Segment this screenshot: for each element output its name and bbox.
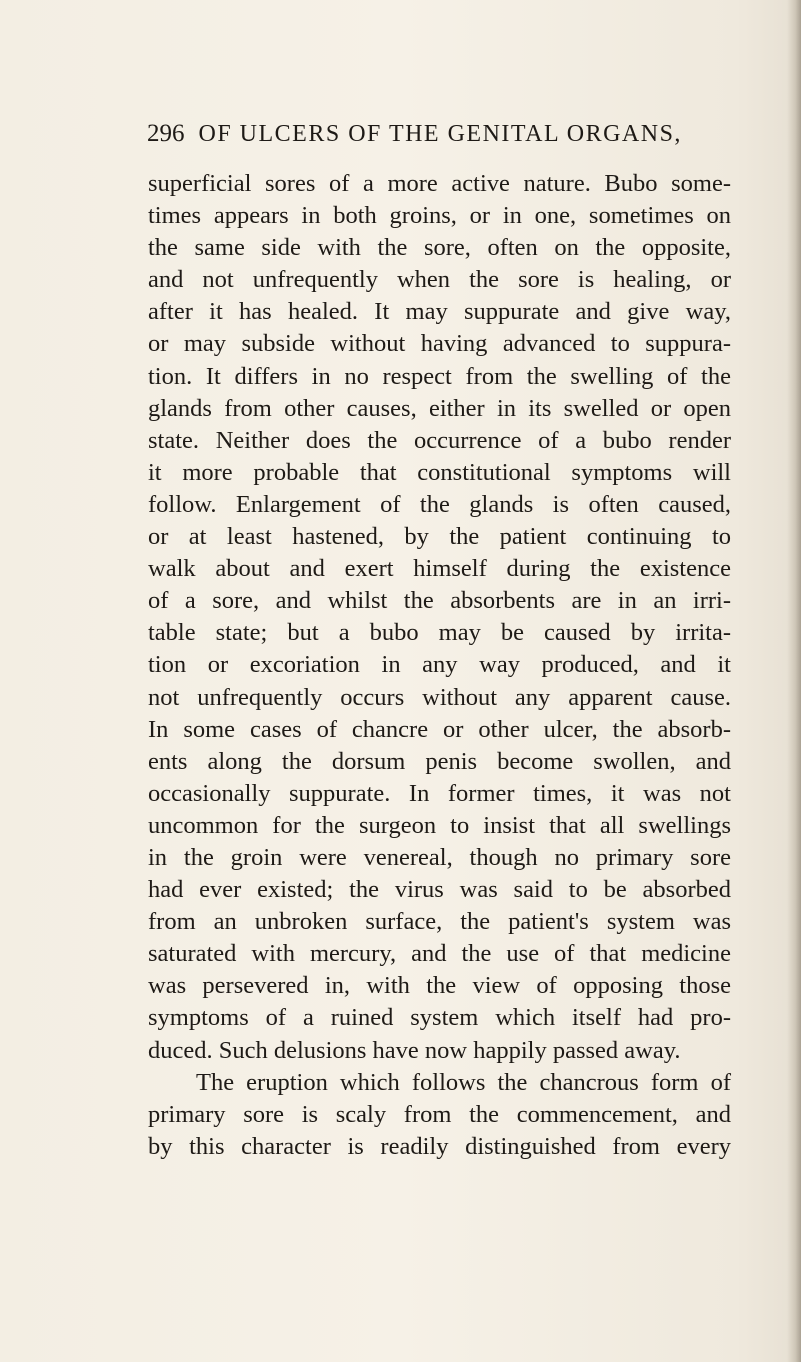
text-line: times appears in both groins, or in one, sometimes on [148,202,731,230]
text-line: ents along the dorsum penis become swollen, and [148,747,731,775]
text-line: The eruption which follows the chancrous form of [196,1068,731,1096]
text-line: from an unbroken surface, the patient's system was [148,908,731,936]
text-line: or may subside without having advanced to suppura- [148,330,731,358]
text-line: tion or excoriation in any way produced, and it [148,651,731,679]
text-line: in the groin were venereal, though no primary sore [148,843,731,871]
text-line: saturated with mercury, and the use of that medicine [148,940,731,968]
text-line: state. Neither does the occurrence of a bubo render [148,426,731,454]
text-line: of a sore, and whilst the absorbents are in an irri- [148,587,731,615]
running-title: OF ULCERS OF THE GENITAL ORGANS, [198,121,682,147]
text-line: after it has healed. It may suppurate and give way, [148,298,731,326]
running-header [147,120,747,156]
text-line: uncommon for the surgeon to insist that all swellings [148,811,731,839]
text-line: and not unfrequently when the sore is healing, or [148,266,731,294]
text-line: occasionally suppurate. In former times, it was not [148,779,731,807]
page-number: 296 [147,120,185,147]
text-line: it more probable that constitutional symptoms will [148,458,731,486]
text-line: In some cases of chancre or other ulcer, the absorb- [148,715,731,743]
page-edge-shadow [787,0,801,1362]
text-line: not unfrequently occurs without any apparent cause. [148,683,731,711]
text-line: had ever existed; the virus was said to be absorbed [148,876,731,904]
text-line: table state; but a bubo may be caused by irrita- [148,619,731,647]
text-line: symptoms of a ruined system which itself had pro- [148,1004,731,1032]
text-line: walk about and exert himself during the existence [148,555,731,583]
text-line: the same side with the sore, often on the opposite, [148,234,731,262]
text-line: superficial sores of a more active nature. Bubo some- [148,170,731,197]
text-line: follow. Enlargement of the glands is often caused, [148,490,731,518]
body-text [148,168,731,1163]
text-line: glands from other causes, either in its swelled or open [148,394,731,422]
text-line: tion. It differs in no respect from the swelling of the [148,362,731,390]
text-line: was persevered in, with the view of opposing those [148,972,731,1000]
text-line: duced. Such delusions have now happily passed away. [148,1036,681,1064]
text-line: primary sore is scaly from the commencement, and [148,1100,731,1128]
text-line: or at least hastened, by the patient continuing to [148,523,731,551]
text-line: by this character is readily distinguished from every [148,1132,731,1160]
